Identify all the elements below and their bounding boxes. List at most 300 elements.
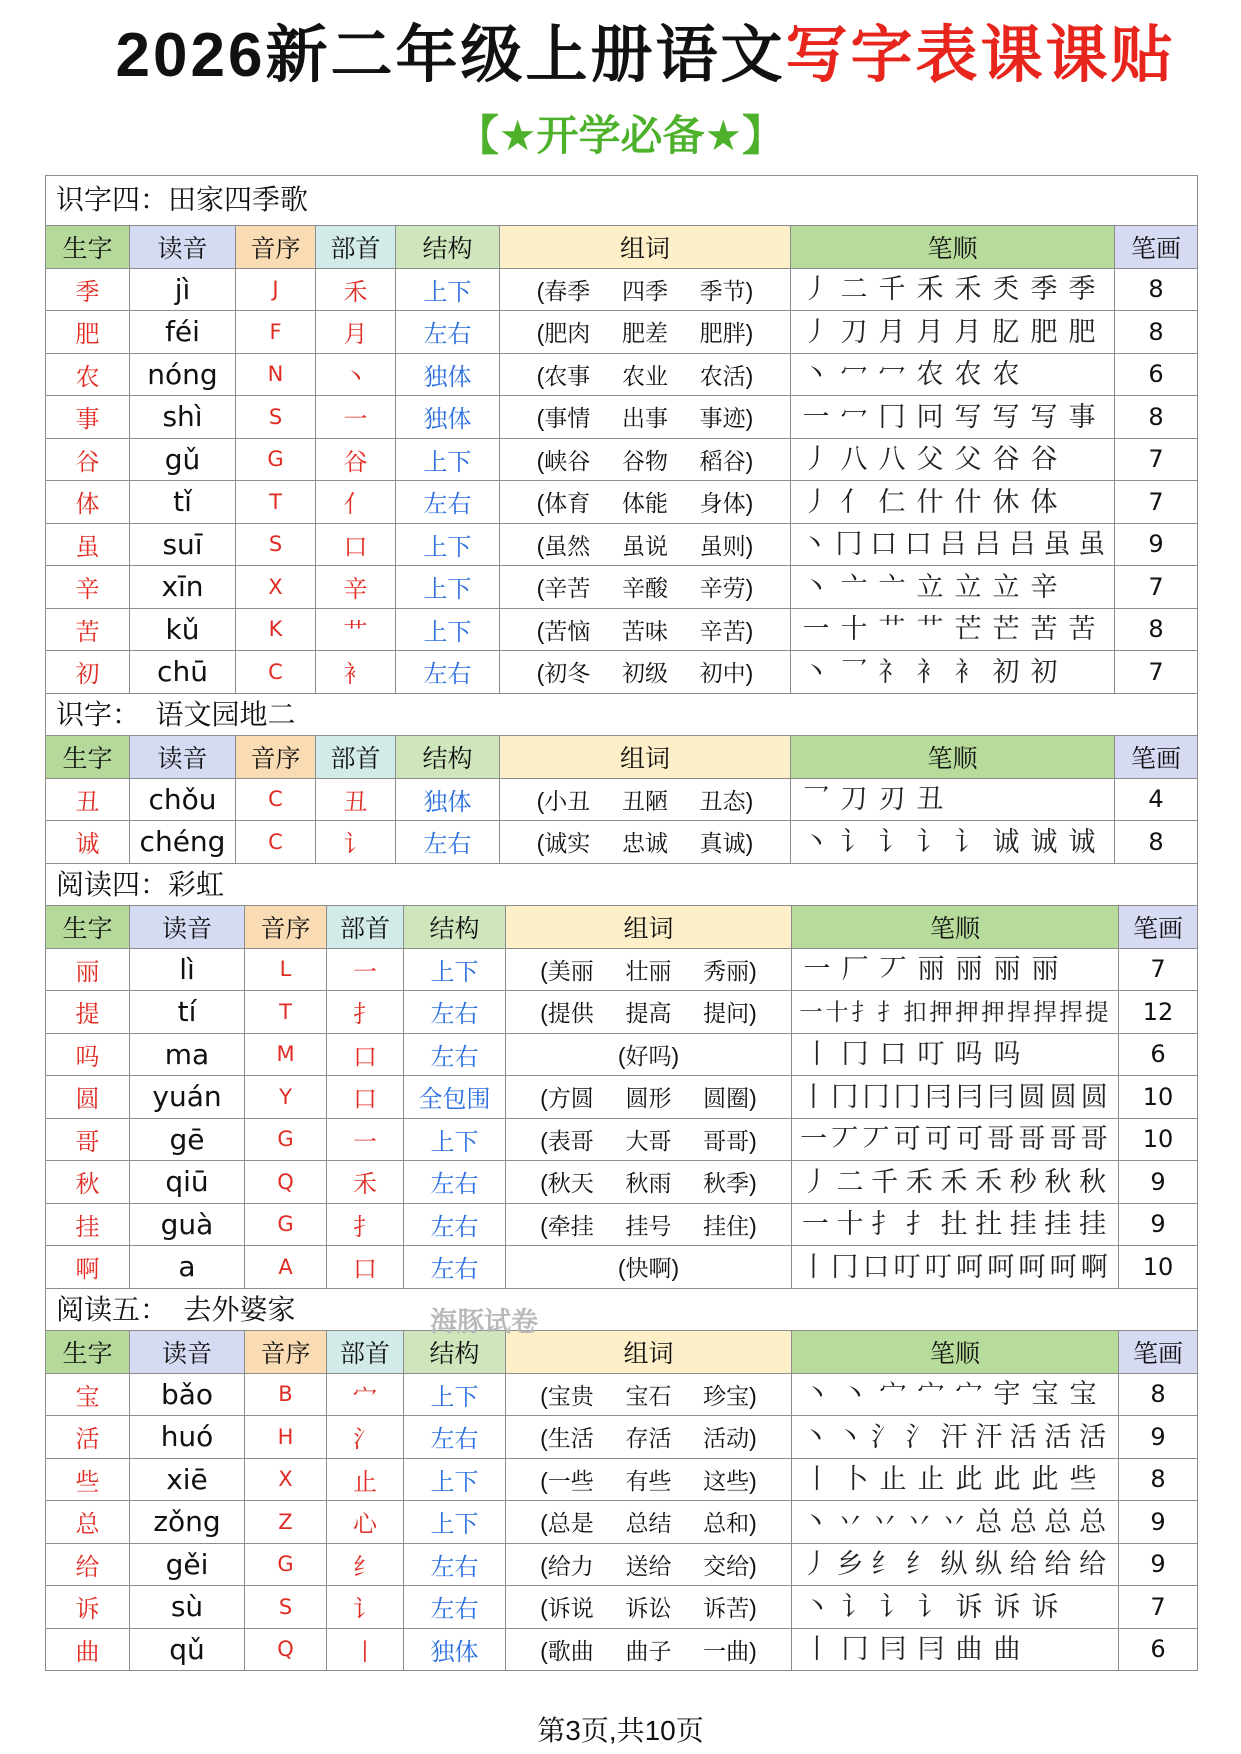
radical-cell: 口: [327, 1034, 404, 1077]
structure-cell: 上下: [404, 1374, 506, 1417]
stroke-frame: 此: [993, 1464, 1021, 1495]
pinyin-cell: ma: [130, 1034, 245, 1077]
header-pinyin: 读音: [130, 906, 245, 949]
stroke-frame: 提: [1085, 998, 1109, 1025]
words-cell: (辛苦 辛酸 辛劳): [500, 566, 791, 609]
char-cell: 总: [46, 1501, 130, 1544]
words-cell: (肥肉 肥差 肥胖): [500, 311, 791, 354]
stroke-frame: 一: [801, 1209, 829, 1240]
header-words: 组词: [506, 906, 792, 949]
pinyin-cell: chéng: [130, 821, 236, 864]
stroke-frame: 冂: [878, 401, 906, 432]
stroke-frame: 秋: [1044, 1166, 1072, 1197]
stroke-frame: 吗: [993, 1039, 1021, 1070]
stroke-count-cell: 9: [1115, 524, 1198, 567]
char-cell: 挂: [46, 1204, 130, 1247]
structure-cell: 全包围: [404, 1076, 506, 1119]
stroke-frame: 厂: [841, 954, 869, 985]
stroke-frame: 纟: [905, 1549, 933, 1580]
stroke-frame: 丷: [940, 1506, 968, 1537]
words-cell: (牵挂 挂号 挂住): [506, 1204, 792, 1247]
table-row: [46, 1459, 1198, 1502]
stroke-frame: 宀: [917, 1379, 945, 1410]
stroke-frame: 艹: [878, 614, 906, 645]
stroke-frame: 二: [840, 274, 868, 305]
table-row: [46, 1544, 1198, 1587]
stroke-frame: 宀: [879, 1379, 907, 1410]
stroke-count-cell: 12: [1119, 991, 1198, 1034]
stroke-frame: 冃: [879, 1634, 907, 1665]
stroke-frame: 亻: [840, 486, 868, 517]
section-title: 阅读四：彩虹: [46, 864, 1198, 907]
stroke-frame: 季: [1030, 274, 1058, 305]
radical-cell: 禾: [316, 269, 396, 312]
stroke-frame: 扌: [877, 998, 901, 1025]
stroke-frame: 捍: [1059, 998, 1083, 1025]
stroke-frame: 冂: [831, 1251, 859, 1282]
stroke-frame: 吗: [955, 1039, 983, 1070]
stroke-frame: 丑: [916, 784, 944, 815]
stroke-frame: 丨: [800, 1251, 828, 1282]
stroke-order-cell: [791, 439, 1115, 482]
section-4: [46, 1289, 1198, 1672]
structure-cell: 上下: [396, 269, 500, 312]
stroke-count-cell: 9: [1119, 1204, 1198, 1247]
char-cell: 辛: [46, 566, 130, 609]
header-initial: 音序: [236, 736, 316, 779]
stroke-frame: 千: [871, 1166, 899, 1197]
stroke-order-cell: [792, 1629, 1119, 1672]
stroke-frame: 丶: [802, 571, 830, 602]
stroke-frame: 给: [1044, 1549, 1072, 1580]
structure-cell: 左右: [404, 1416, 506, 1459]
stroke-frame: 十: [825, 998, 849, 1025]
initial-cell: L: [245, 949, 327, 992]
initial-cell: S: [245, 1586, 327, 1629]
stroke-frame: 十: [836, 1209, 864, 1240]
radical-cell: 宀: [327, 1374, 404, 1417]
stroke-frame: 扌: [905, 1209, 933, 1240]
words-cell: (方圆 圆形 圆圈): [506, 1076, 792, 1119]
initial-cell: C: [236, 779, 316, 822]
header-char: 生字: [46, 1331, 130, 1374]
structure-cell: 独体: [396, 396, 500, 439]
words-cell: (体育 体能 身体): [500, 481, 791, 524]
structure-cell: 独体: [396, 779, 500, 822]
title-highlight-text: 写字表课课贴: [785, 21, 1176, 90]
stroke-frame: 一: [799, 998, 823, 1025]
stroke-frame: 宀: [955, 1379, 983, 1410]
header-pinyin: 读音: [130, 736, 236, 779]
initial-cell: Q: [245, 1629, 327, 1672]
words-cell: (美丽 壮丽 秀丽): [506, 949, 792, 992]
initial-cell: H: [245, 1416, 327, 1459]
stroke-frame: 一: [802, 614, 830, 645]
header-stroke-count: 笔画: [1119, 1331, 1198, 1374]
stroke-frame: 丶: [803, 1379, 831, 1410]
stroke-frame: 氵: [871, 1421, 899, 1452]
stroke-count-cell: 7: [1115, 651, 1198, 694]
char-cell: 肥: [46, 311, 130, 354]
initial-cell: S: [236, 396, 316, 439]
stroke-frame: 丶: [802, 359, 830, 390]
stroke-frame: 讠: [916, 826, 944, 857]
header-words: 组词: [506, 1331, 792, 1374]
stroke-frame: 丨: [803, 1464, 831, 1495]
words-cell: (给力 送给 交给): [506, 1544, 792, 1587]
stroke-frame: 丿: [801, 1166, 829, 1197]
stroke-count-cell: 10: [1119, 1076, 1198, 1119]
pinyin-cell: suī: [130, 524, 236, 567]
radical-cell: 谷: [316, 439, 396, 482]
pinyin-cell: nóng: [130, 354, 236, 397]
stroke-frame: 丶: [801, 1421, 829, 1452]
char-cell: 谷: [46, 439, 130, 482]
header-radical: 部首: [316, 736, 396, 779]
initial-cell: F: [236, 311, 316, 354]
header-char: 生字: [46, 906, 130, 949]
stroke-frame: 诉: [993, 1591, 1021, 1622]
stroke-frame: 衤: [916, 656, 944, 687]
char-cell: 活: [46, 1416, 130, 1459]
stroke-order-cell: [792, 1374, 1119, 1417]
char-cell: 虽: [46, 524, 130, 567]
stroke-count-cell: 9: [1119, 1544, 1198, 1587]
stroke-order-cell: [792, 1501, 1119, 1544]
stroke-frame: 冋: [916, 401, 944, 432]
stroke-frame: 吕: [1008, 529, 1036, 560]
stroke-frame: 农: [992, 359, 1020, 390]
stroke-frame: 丿: [802, 316, 830, 347]
stroke-frame: 立: [954, 571, 982, 602]
table-row: [46, 1119, 1198, 1162]
pinyin-cell: sù: [130, 1586, 245, 1629]
stroke-frame: 虽: [1078, 529, 1106, 560]
structure-cell: 上下: [396, 609, 500, 652]
char-cell: 给: [46, 1544, 130, 1587]
header-initial: 音序: [245, 906, 327, 949]
stroke-order-cell: [792, 1586, 1119, 1629]
stroke-frame: 扣: [903, 998, 927, 1025]
stroke-frame: 冖: [878, 359, 906, 390]
initial-cell: M: [245, 1034, 327, 1077]
stroke-count-cell: 10: [1119, 1119, 1198, 1162]
structure-cell: 左右: [404, 1544, 506, 1587]
stroke-frame: 一: [803, 954, 831, 985]
header-radical: 部首: [327, 1331, 404, 1374]
stroke-order-cell: [791, 779, 1115, 822]
stroke-order-cell: [791, 269, 1115, 312]
stroke-frame: 辛: [1030, 571, 1058, 602]
title-main-text: 2026新二年级上册语文: [115, 21, 786, 90]
page-title: [0, 18, 1241, 94]
stroke-frame: 亠: [840, 571, 868, 602]
stroke-frame: 押: [981, 998, 1005, 1025]
stroke-frame: 哥: [1080, 1124, 1108, 1155]
pinyin-cell: kǔ: [130, 609, 236, 652]
radical-cell: 艹: [316, 609, 396, 652]
stroke-frame: 给: [1079, 1549, 1107, 1580]
stroke-frame: 圆: [1018, 1081, 1046, 1112]
stroke-frame: 呵: [956, 1251, 984, 1282]
pinyin-cell: bǎo: [130, 1374, 245, 1417]
stroke-order-cell: [792, 991, 1119, 1034]
pinyin-cell: a: [130, 1246, 245, 1289]
table-row: [46, 821, 1198, 864]
stroke-frame: 丿: [802, 486, 830, 517]
stroke-frame: 休: [992, 486, 1020, 517]
stroke-frame: 诚: [992, 826, 1020, 857]
stroke-count-cell: 9: [1119, 1501, 1198, 1544]
stroke-frame: 苦: [1068, 614, 1096, 645]
initial-cell: G: [245, 1204, 327, 1247]
stroke-frame: 可: [924, 1124, 952, 1155]
header-pinyin: 读音: [130, 1331, 245, 1374]
stroke-frame: 禾: [916, 274, 944, 305]
stroke-frame: 纵: [975, 1549, 1003, 1580]
stroke-count-cell: 7: [1119, 949, 1198, 992]
stroke-order-cell: [791, 524, 1115, 567]
table-row: [46, 524, 1198, 567]
stroke-count-cell: 8: [1115, 269, 1198, 312]
stroke-count-cell: 7: [1119, 1586, 1198, 1629]
stroke-frame: 丽: [955, 954, 983, 985]
section-title: 阅读五： 去外婆家: [46, 1289, 1198, 1332]
words-cell: (好吗): [506, 1034, 792, 1077]
stroke-frame: 写: [1030, 401, 1058, 432]
stroke-frame: 丿: [802, 444, 830, 475]
stroke-frame: 总: [1009, 1506, 1037, 1537]
stroke-frame: 亠: [878, 571, 906, 602]
stroke-frame: 诉: [1031, 1591, 1059, 1622]
structure-cell: 上下: [396, 524, 500, 567]
char-cell: 些: [46, 1459, 130, 1502]
stroke-frame: 事: [1068, 401, 1096, 432]
char-cell: 宝: [46, 1374, 130, 1417]
stroke-frame: 叮: [924, 1251, 952, 1282]
header-structure: 结构: [396, 226, 500, 269]
stroke-frame: 冂: [893, 1081, 921, 1112]
stroke-frame: 讠: [840, 826, 868, 857]
stroke-frame: 季: [1068, 274, 1096, 305]
stroke-frame: 仁: [878, 486, 906, 517]
stroke-frame: 刀: [840, 784, 868, 815]
header-row: [46, 226, 1198, 269]
stroke-frame: 讠: [841, 1591, 869, 1622]
stroke-frame: 宝: [1031, 1379, 1059, 1410]
stroke-order-cell: [792, 1416, 1119, 1459]
stroke-frame: 哥: [1018, 1124, 1046, 1155]
stroke-frame: 扗: [940, 1209, 968, 1240]
stroke-frame: 呵: [1049, 1251, 1077, 1282]
char-cell: 苦: [46, 609, 130, 652]
stroke-frame: 宝: [1069, 1379, 1097, 1410]
pinyin-cell: lì: [130, 949, 245, 992]
words-cell: (歌曲 曲子 一曲): [506, 1629, 792, 1672]
header-initial: 音序: [245, 1331, 327, 1374]
watermark: 海豚试卷: [430, 1307, 538, 1337]
table-row: [46, 1586, 1198, 1629]
stroke-frame: 纟: [871, 1549, 899, 1580]
stroke-frame: 什: [954, 486, 982, 517]
stroke-frame: 捍: [1007, 998, 1031, 1025]
initial-cell: X: [245, 1459, 327, 1502]
pinyin-cell: chū: [130, 651, 236, 694]
stroke-frame: 初: [992, 656, 1020, 687]
words-cell: (提供 提高 提问): [506, 991, 792, 1034]
radical-cell: 讠: [316, 821, 396, 864]
pinyin-cell: qǔ: [130, 1629, 245, 1672]
stroke-frame: 冃: [924, 1081, 952, 1112]
stroke-order-cell: [792, 1119, 1119, 1162]
radical-cell: 一: [327, 1119, 404, 1162]
stroke-frame: 讠: [879, 1591, 907, 1622]
stroke-frame: 冃: [956, 1081, 984, 1112]
char-cell: 曲: [46, 1629, 130, 1672]
stroke-frame: 二: [836, 1166, 864, 1197]
stroke-frame: 礻: [878, 656, 906, 687]
stroke-frame: 呵: [987, 1251, 1015, 1282]
stroke-frame: 押: [955, 998, 979, 1025]
stroke-order-cell: [791, 609, 1115, 652]
pinyin-cell: guà: [130, 1204, 245, 1247]
radical-cell: 止: [327, 1459, 404, 1502]
pinyin-cell: gěi: [130, 1544, 245, 1587]
structure-cell: 左右: [404, 1204, 506, 1247]
structure-cell: 左右: [396, 481, 500, 524]
pinyin-cell: gǔ: [130, 439, 236, 482]
radical-cell: 氵: [327, 1416, 404, 1459]
stroke-order-cell: [792, 949, 1119, 992]
radical-cell: 亻: [316, 481, 396, 524]
structure-cell: 左右: [404, 1246, 506, 1289]
structure-cell: 左右: [404, 1161, 506, 1204]
initial-cell: Z: [245, 1501, 327, 1544]
table-row: [46, 566, 1198, 609]
table-row: [46, 1161, 1198, 1204]
header-radical: 部首: [316, 226, 396, 269]
initial-cell: C: [236, 651, 316, 694]
stroke-frame: 口: [870, 529, 898, 560]
stroke-frame: 哥: [1049, 1124, 1077, 1155]
radical-cell: 扌: [327, 991, 404, 1034]
radical-cell: 扌: [327, 1204, 404, 1247]
stroke-count-cell: 8: [1115, 396, 1198, 439]
stroke-order-cell: [792, 1459, 1119, 1502]
stroke-frame: 立: [916, 571, 944, 602]
header-radical: 部首: [327, 906, 404, 949]
pinyin-cell: féi: [130, 311, 236, 354]
initial-cell: J: [236, 269, 316, 312]
pinyin-cell: qiū: [130, 1161, 245, 1204]
char-cell: 诉: [46, 1586, 130, 1629]
stroke-frame: 初: [1030, 656, 1058, 687]
header-structure: 结构: [396, 736, 500, 779]
stroke-count-cell: 8: [1119, 1374, 1198, 1417]
stroke-frame: 圆: [1049, 1081, 1077, 1112]
pinyin-cell: gē: [130, 1119, 245, 1162]
stroke-frame: 冖: [840, 401, 868, 432]
stroke-frame: 乛: [840, 656, 868, 687]
stroke-order-cell: [791, 481, 1115, 524]
stroke-frame: 此: [955, 1464, 983, 1495]
structure-cell: 左右: [396, 821, 500, 864]
stroke-frame: 冂: [841, 1039, 869, 1070]
stroke-frame: 农: [954, 359, 982, 390]
stroke-frame: 口: [904, 529, 932, 560]
stroke-frame: 艹: [916, 614, 944, 645]
stroke-frame: 什: [916, 486, 944, 517]
pinyin-cell: huó: [130, 1416, 245, 1459]
stroke-frame: 写: [992, 401, 1020, 432]
char-cell: 事: [46, 396, 130, 439]
radical-cell: 一: [327, 949, 404, 992]
structure-cell: 上下: [404, 1501, 506, 1544]
initial-cell: Y: [245, 1076, 327, 1119]
stroke-frame: 父: [916, 444, 944, 475]
stroke-frame: 丨: [800, 1081, 828, 1112]
stroke-frame: 芒: [954, 614, 982, 645]
header-row: [46, 906, 1198, 949]
stroke-frame: 农: [916, 359, 944, 390]
stroke-count-cell: 4: [1115, 779, 1198, 822]
stroke-frame: 禾: [975, 1166, 1003, 1197]
stroke-frame: 诚: [1068, 826, 1096, 857]
stroke-frame: 丶: [802, 826, 830, 857]
structure-cell: 左右: [404, 991, 506, 1034]
stroke-frame: 一: [802, 401, 830, 432]
stroke-count-cell: 7: [1115, 481, 1198, 524]
table-row: [46, 609, 1198, 652]
header-words: 组词: [500, 226, 791, 269]
stroke-frame: 谷: [1030, 444, 1058, 475]
char-cell: 吗: [46, 1034, 130, 1077]
pinyin-cell: jì: [130, 269, 236, 312]
stroke-frame: 谷: [992, 444, 1020, 475]
words-cell: (小丑 丑陋 丑态): [500, 779, 791, 822]
table-row: [46, 1204, 1198, 1247]
stroke-count-cell: 8: [1115, 311, 1198, 354]
stroke-frame: 活: [1044, 1421, 1072, 1452]
table-row: [46, 311, 1198, 354]
words-cell: (表哥 大哥 哥哥): [506, 1119, 792, 1162]
stroke-frame: 丿: [801, 1549, 829, 1580]
stroke-frame: 丷: [871, 1506, 899, 1537]
stroke-frame: 丶: [800, 529, 828, 560]
stroke-frame: 纵: [940, 1549, 968, 1580]
stroke-frame: 冃: [987, 1081, 1015, 1112]
header-char: 生字: [46, 736, 130, 779]
stroke-frame: 冂: [862, 1081, 890, 1112]
stroke-frame: 禾: [954, 274, 982, 305]
words-cell: (峡谷 谷物 稻谷): [500, 439, 791, 482]
words-cell: (事情 出事 事迹): [500, 396, 791, 439]
header-structure: 结构: [404, 1331, 506, 1374]
stroke-frame: 诚: [1030, 826, 1058, 857]
stroke-frame: 苦: [1030, 614, 1058, 645]
stroke-frame: 冂: [831, 1081, 859, 1112]
stroke-frame: 禾: [940, 1166, 968, 1197]
radical-cell: 丶: [316, 354, 396, 397]
stroke-frame: 虽: [1043, 529, 1071, 560]
header-structure: 结构: [404, 906, 506, 949]
table-row: [46, 1416, 1198, 1459]
initial-cell: C: [236, 821, 316, 864]
radical-cell: 辛: [316, 566, 396, 609]
stroke-frame: 月: [916, 316, 944, 347]
stroke-order-cell: [792, 1204, 1119, 1247]
header-stroke-count: 笔画: [1115, 736, 1198, 779]
